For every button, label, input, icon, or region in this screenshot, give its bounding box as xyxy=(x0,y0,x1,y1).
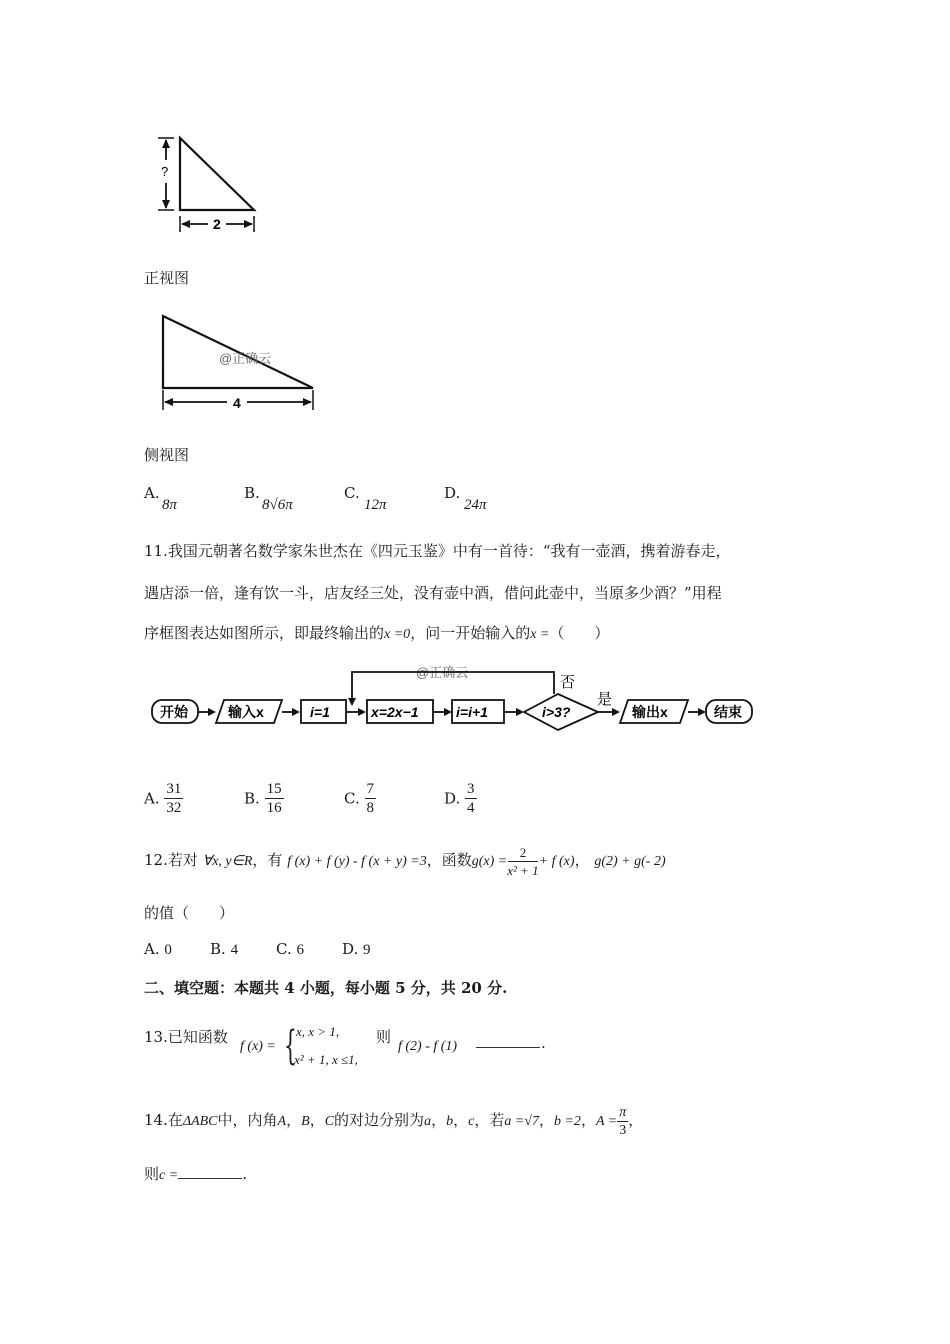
front-view-caption: 正视图 xyxy=(144,269,190,287)
q12-g-den: x² + 1 xyxy=(507,862,539,878)
flowchart-condition-label: i>3? xyxy=(542,704,571,720)
front-view-triangle xyxy=(180,138,254,210)
q10-option-c-label: C. xyxy=(344,484,360,502)
flowchart-input-label: 输入x xyxy=(228,704,264,720)
q11-option-b-num: 15 xyxy=(266,781,282,797)
q10-option-a xyxy=(144,484,160,502)
q14-side-b: b xyxy=(446,1114,454,1129)
q10-option-c xyxy=(344,484,360,502)
q11-line-1: 11.我国元朝著名数学家朱世杰在《四元玉鉴》中有一首待：“我有一壶酒，携着游春走， xyxy=(144,542,731,560)
q13-answer-blank[interactable] xyxy=(476,1033,540,1048)
q12-line-2: 的值（ ） xyxy=(144,904,235,922)
q14-line-2-end: . xyxy=(242,1165,247,1183)
q14-side-a: a xyxy=(424,1114,432,1129)
q11-answer-paren: （ ） xyxy=(549,624,610,642)
q11-option-d-num: 3 xyxy=(467,781,475,797)
q11-option-d-den: 4 xyxy=(467,800,475,816)
q11-option-b-label: B. xyxy=(244,789,260,808)
q11-option-c xyxy=(344,780,376,817)
q12-option-a-value: 0 xyxy=(164,942,172,958)
q12-prefix: 12.若对 xyxy=(144,851,198,869)
q12-options xyxy=(144,940,172,959)
q10-option-d-label: D. xyxy=(444,484,461,502)
q10-option-d-value: 24π xyxy=(464,497,487,513)
q10-option-b-value: 8√6π xyxy=(262,497,293,513)
q14-text-1: 中，内角 xyxy=(217,1111,278,1129)
flowchart-init-label: i=1 xyxy=(310,704,330,720)
q11-input-var: x = xyxy=(530,627,550,642)
q13-expr: f (2) - f (1) xyxy=(398,1039,458,1054)
q13-f-lhs: f (x) = xyxy=(240,1039,276,1054)
q12-func-intro: ，函数 xyxy=(426,851,472,869)
q12-option-d xyxy=(342,940,371,959)
q14-cond-b: b =2 xyxy=(553,1114,581,1129)
side-view-caption: 侧视图 xyxy=(144,446,190,464)
q12-option-c-value: 6 xyxy=(296,942,304,958)
q10-option-a-value: 8π xyxy=(162,497,178,513)
flowchart-start-label: 开始 xyxy=(160,704,188,720)
q13-then: 则 xyxy=(376,1028,392,1046)
q13-prefix: 13.已知函数 xyxy=(144,1028,228,1046)
q14-side-c: c xyxy=(468,1114,475,1129)
q12-line-1 xyxy=(144,842,666,880)
q14-cond-angle-den: 3 xyxy=(619,1122,627,1138)
q14-comma-3: ， xyxy=(431,1111,447,1129)
q12-option-d-label: D. xyxy=(342,940,359,958)
flowchart-watermark: @正确云 xyxy=(416,665,469,680)
q12-g-num: 2 xyxy=(508,844,539,862)
q12-forall: ∀x, y∈R xyxy=(202,854,253,869)
flowchart-output-label: 输出x xyxy=(632,704,668,720)
q12-g-tail: + f (x) xyxy=(538,854,575,869)
q11-line-3-mid: ，问一开始输入的 xyxy=(410,624,531,642)
q14-comma-6: ， xyxy=(580,1111,596,1129)
q14-line-2 xyxy=(144,1164,247,1185)
q11-line-3 xyxy=(144,624,609,644)
side-view-figure xyxy=(155,308,325,420)
q11-option-c-num: 7 xyxy=(366,781,374,797)
q14-cond-angle-num: π xyxy=(619,1104,627,1120)
front-view-figure xyxy=(150,128,270,240)
q11-option-a-num: 31 xyxy=(166,781,182,797)
q13-case-2: x² + 1, x ≤1, xyxy=(294,1052,358,1067)
flowchart-update-i-label: i=i+1 xyxy=(456,704,488,720)
q14-cond-angle-a: A = xyxy=(595,1114,618,1129)
q12-option-b-value: 4 xyxy=(230,942,239,958)
flowchart-no-label: 否 xyxy=(560,674,576,691)
q12-option-c-label: C. xyxy=(276,940,292,958)
q11-option-c-den: 8 xyxy=(366,800,374,816)
front-view-height-label: ? xyxy=(161,164,169,179)
q11-option-d-label: D. xyxy=(444,789,461,808)
q12-target: g(2) + g(- 2) xyxy=(594,854,666,869)
q10-option-a-label: A. xyxy=(144,484,160,502)
q14-angle-a: A xyxy=(277,1114,287,1129)
q14-prefix: 14.在 xyxy=(144,1111,183,1129)
q11-line-3-text: 序框图表达如图所示，即最终输出的 xyxy=(144,624,385,642)
front-view-width-label: 2 xyxy=(213,216,221,232)
q12-option-d-value: 9 xyxy=(363,942,371,958)
q14-text-2: 的对边分别为 xyxy=(334,1111,425,1129)
q10-option-d xyxy=(444,484,460,502)
q14-comma-7: ， xyxy=(628,1111,644,1129)
side-view-watermark: @正确云 xyxy=(219,351,272,366)
q14-comma-4: ， xyxy=(453,1111,469,1129)
q11-line-2: 遇店添一倍，逢有饮一斗，店友经三处，没有壶中酒，借问此壶中，当原多少酒？”用程 xyxy=(144,584,722,602)
section-2-title: 二、填空题：本题共 4 小题，每小题 5 分，共 20 分. xyxy=(144,979,508,997)
flowchart-end-label: 结束 xyxy=(714,704,742,720)
q14-angle-c: C xyxy=(324,1114,335,1129)
q11-option-b xyxy=(244,780,284,817)
q13-end: . xyxy=(541,1034,546,1052)
q14-line-2-var: c = xyxy=(159,1168,179,1183)
q14-angle-b: B xyxy=(301,1114,310,1129)
q14-comma-5: ， xyxy=(538,1111,554,1129)
q14-cond-a: a =√7 xyxy=(504,1114,539,1129)
q10-option-b-label: B. xyxy=(244,484,260,502)
q12-g-lhs: g(x) = xyxy=(471,854,508,869)
q10-option-c-value: 12π xyxy=(364,497,387,513)
q14-comma-2: ， xyxy=(309,1111,325,1129)
q10-option-b xyxy=(244,484,260,502)
q11-option-a xyxy=(144,780,183,817)
side-view-width-label: 4 xyxy=(233,395,241,411)
q11-option-a-den: 32 xyxy=(166,800,182,816)
q14-line-1 xyxy=(144,1100,643,1142)
q13-case-1: x, x > 1, xyxy=(296,1024,340,1039)
q13-brace: { xyxy=(284,1023,297,1069)
q11-option-a-label: A. xyxy=(144,789,160,808)
q12-option-c xyxy=(276,940,304,959)
q11-option-c-label: C. xyxy=(344,789,360,808)
q14-text-3: ，若 xyxy=(474,1111,505,1129)
q14-comma-1: ， xyxy=(286,1111,302,1129)
q14-triangle: ΔABC xyxy=(182,1114,218,1129)
q12-option-a-label: A. xyxy=(144,940,160,958)
q12-option-b-label: B. xyxy=(210,940,226,958)
q12-has: ，有 xyxy=(252,851,283,869)
q11-output-value: x =0 xyxy=(384,627,411,642)
q14-line-2-prefix: 则 xyxy=(144,1165,160,1183)
q12-sep: ， xyxy=(574,851,590,869)
q12-equation: f (x) + f (y) - f (x + y) =3 xyxy=(287,854,427,869)
flowchart-yes-label: 是 xyxy=(597,691,613,708)
flowchart xyxy=(148,660,768,742)
flowchart-update-x-label: x=2x−1 xyxy=(371,704,419,720)
q14-answer-blank[interactable] xyxy=(178,1164,242,1179)
q11-option-b-den: 16 xyxy=(266,800,282,816)
q12-option-b xyxy=(210,940,238,959)
q11-option-d xyxy=(444,780,477,817)
